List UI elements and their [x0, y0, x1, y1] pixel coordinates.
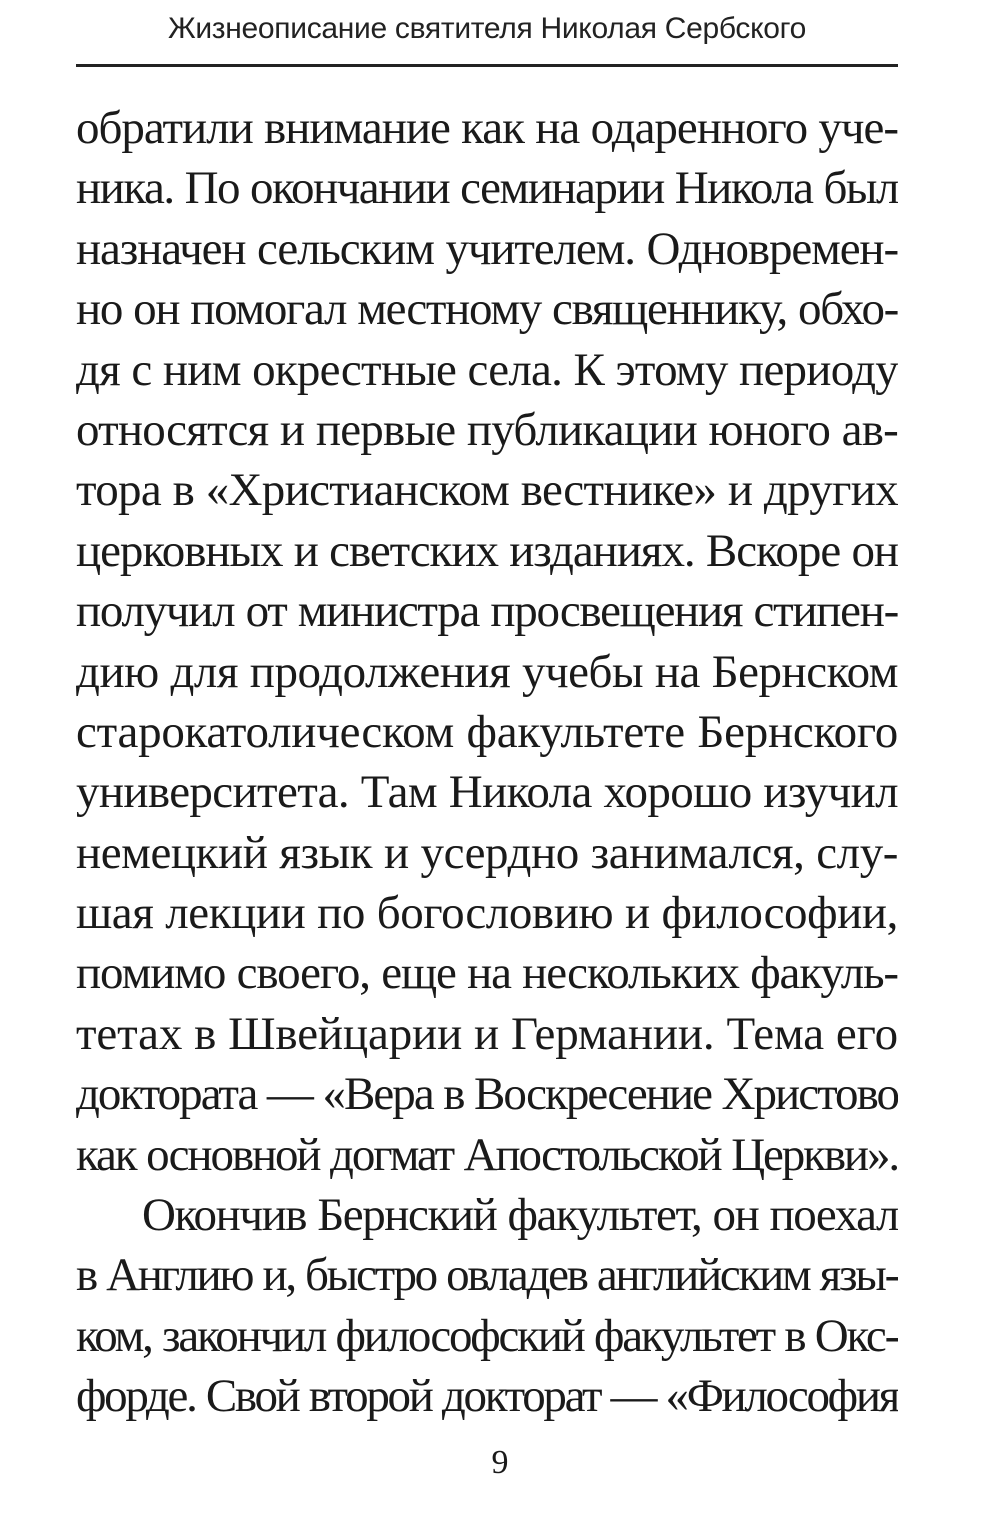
text-line: доктората — «Вера в Воскресение Христово	[76, 1068, 898, 1121]
text-line: в Англию и, быстро овладев английским язы-	[76, 1249, 898, 1302]
header-rule	[76, 64, 898, 67]
body-text	[76, 98, 898, 1427]
text-line: тетах в Швейцарии и Германии. Тема его	[76, 1007, 898, 1060]
text-line: тора в «Христианском вестнике» и других	[76, 464, 898, 517]
text-line: ника. По окончании семинарии Никола был	[76, 162, 898, 215]
text-line: обратили внимание как на одаренного уче-	[76, 102, 898, 154]
text-line: ком, закончил философский факультет в Окс-	[76, 1309, 898, 1362]
page-number: 9	[491, 1444, 509, 1481]
text-line: назначен сельским учителем. Одновремен-	[76, 222, 898, 275]
text-line: но он помогал местному священнику, обхо-	[76, 283, 898, 336]
text-line: помимо своего, еще на нескольких факуль-	[76, 947, 898, 1000]
paragraph	[76, 98, 898, 1185]
text-line: получил от министра просвещения стипен-	[76, 585, 898, 638]
text-line: немецкий язык и усердно занимался, слу-	[76, 826, 898, 879]
text-line: шая лекции по богословию и философии,	[76, 887, 898, 940]
running-head: Жизнеописание святителя Николая Сербского	[167, 12, 807, 45]
text-line: старокатолическом факультете Бернского	[76, 705, 898, 758]
paragraph	[76, 1185, 898, 1427]
text-line: как основной догмат Апостольской Церкви».	[76, 1128, 898, 1181]
text-line: дию для продолжения учебы на Бернском	[76, 645, 898, 698]
text-line: Окончив Бернский факультет, он поехал	[142, 1189, 898, 1242]
text-line: церковных и светских изданиях. Вскоре он	[76, 524, 898, 577]
text-line: форде. Свой второй докторат — «Философия	[76, 1370, 898, 1423]
text-line: университета. Там Никола хорошо изучил	[76, 766, 898, 819]
text-line: дя с ним окрестные села. К этому периоду	[76, 343, 898, 396]
text-line: относятся и первые публикации юного ав-	[76, 403, 898, 456]
